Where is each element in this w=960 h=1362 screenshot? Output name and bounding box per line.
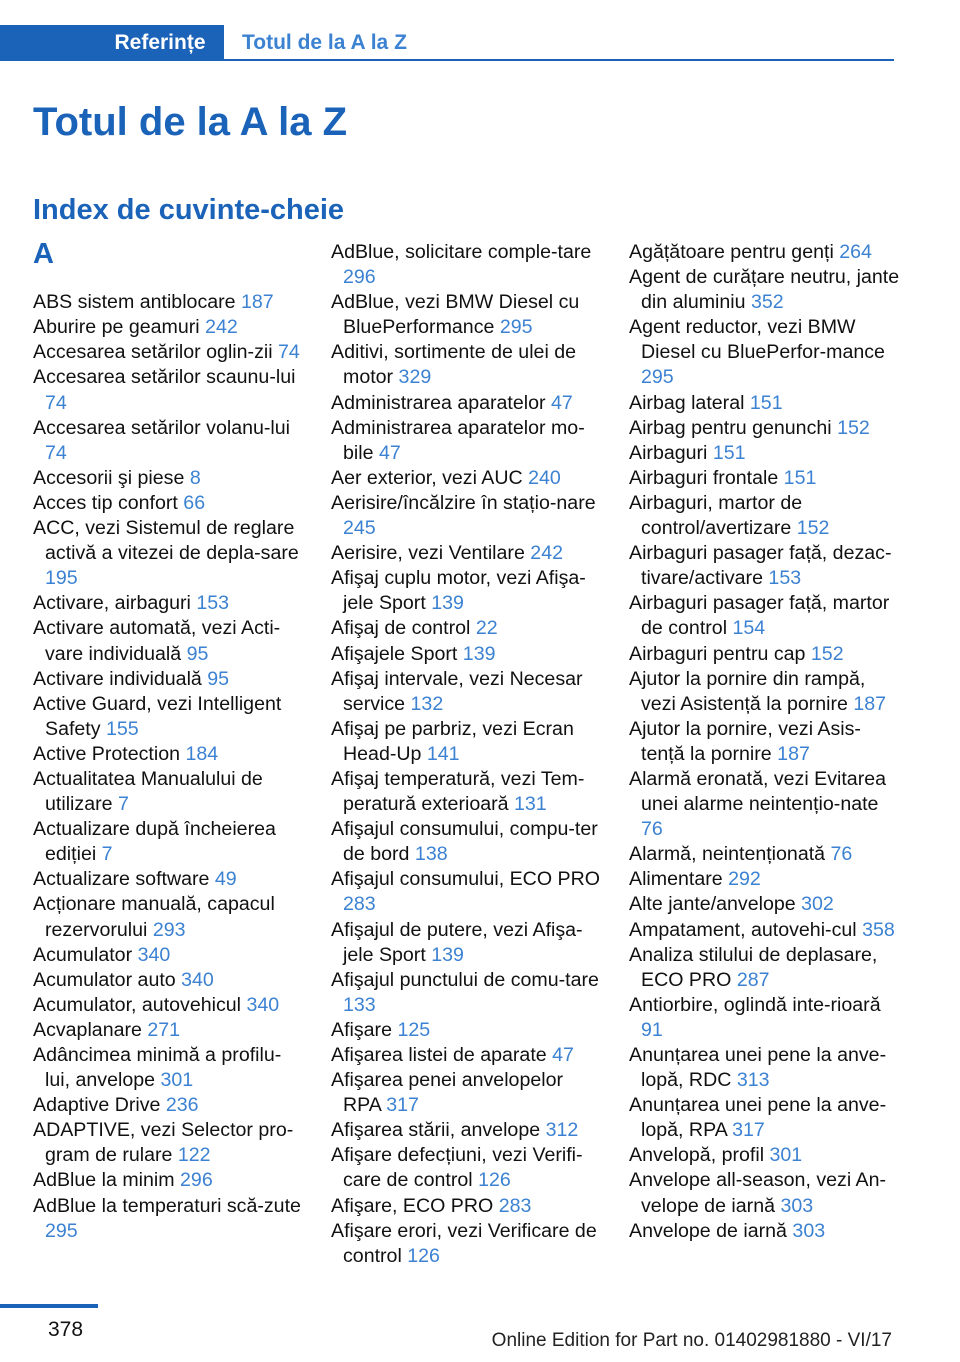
index-entry bbox=[629, 1093, 901, 1143]
index-page-link[interactable]: 7 bbox=[101, 843, 113, 866]
index-page-link[interactable]: 317 bbox=[386, 1094, 419, 1117]
index-entry-term: Afişarea listei de aparate bbox=[331, 1044, 547, 1066]
index-page-link[interactable]: 151 bbox=[749, 391, 783, 414]
index-entry-term: Anunțarea unei pene la anve-lopă, RDC bbox=[629, 1044, 887, 1092]
header-chapter-tab[interactable]: Totul de la A la Z bbox=[242, 31, 407, 54]
index-page-link[interactable]: 122 bbox=[177, 1144, 211, 1167]
index-entry bbox=[331, 566, 603, 616]
index-entry-term: Actualizare după încheierea ediției bbox=[33, 818, 276, 866]
index-entry bbox=[33, 315, 305, 340]
index-entry bbox=[33, 667, 305, 692]
index-page-link[interactable]: 95 bbox=[207, 667, 230, 690]
index-page-link[interactable]: 125 bbox=[397, 1018, 431, 1041]
index-entry-term: Aer exterior, vezi AUC bbox=[331, 466, 523, 489]
index-page-link[interactable]: 184 bbox=[185, 742, 219, 765]
index-page-link[interactable]: 340 bbox=[181, 968, 214, 991]
index-entry bbox=[33, 1093, 305, 1118]
index-entry bbox=[331, 642, 603, 667]
index-entry-term: Afişaj de control bbox=[331, 617, 471, 640]
index-page-link[interactable]: 301 bbox=[160, 1069, 194, 1092]
index-entry bbox=[33, 993, 305, 1018]
index-entry-term: Acumulator, autovehicul bbox=[33, 993, 242, 1016]
index-entry bbox=[33, 968, 305, 993]
index-entry bbox=[33, 767, 305, 817]
header-section-tab[interactable]: Referințe bbox=[96, 25, 224, 61]
index-entry bbox=[331, 1219, 603, 1269]
index-entry bbox=[331, 867, 603, 917]
index-entry bbox=[331, 717, 603, 767]
index-page-link[interactable]: 187 bbox=[241, 291, 274, 314]
page-subtitle: Index de cuvinte-cheie bbox=[33, 194, 345, 226]
index-entry-term: Actualitatea Manualului de utilizare bbox=[33, 767, 263, 816]
index-page-link[interactable]: 187 bbox=[777, 742, 810, 765]
index-page-link[interactable]: 317 bbox=[732, 1119, 765, 1142]
index-entry-term: Aburire pe geamuri bbox=[33, 316, 200, 339]
index-entry bbox=[629, 240, 901, 265]
index-page-link[interactable]: 312 bbox=[545, 1119, 579, 1142]
index-entry bbox=[629, 867, 901, 892]
index-entry bbox=[33, 365, 305, 415]
index-entry-term: Anvelopă, profil bbox=[629, 1144, 765, 1167]
index-entry-term: Anvelope de iarnă bbox=[629, 1219, 787, 1242]
index-entry-term: Airbaguri pasager față, dezac-tivare/activare bbox=[629, 542, 892, 590]
index-entry-term: Alarmă, neintenționată bbox=[629, 843, 826, 866]
index-entry bbox=[33, 616, 305, 666]
index-entry bbox=[629, 717, 901, 767]
index-entry-term: Afişajele Sport bbox=[331, 642, 458, 665]
index-page-link[interactable]: 303 bbox=[792, 1219, 826, 1242]
index-entry bbox=[629, 1168, 901, 1218]
index-entry bbox=[331, 541, 603, 566]
index-page-link[interactable]: 74 bbox=[45, 391, 67, 414]
index-page-link[interactable]: 141 bbox=[426, 742, 460, 765]
index-entry bbox=[629, 1143, 901, 1168]
index-entry bbox=[33, 1043, 305, 1093]
index-entry-term: Airbaguri pasager față, martor de control bbox=[629, 592, 890, 640]
index-entry bbox=[629, 1043, 901, 1093]
index-entry bbox=[33, 742, 305, 767]
index-entry bbox=[331, 1143, 603, 1193]
index-entry-term: ABS sistem antiblocare bbox=[33, 291, 236, 314]
index-page-link[interactable]: 283 bbox=[343, 893, 376, 916]
index-entry-term: Acumulator auto bbox=[33, 968, 176, 991]
index-entry-term: ADAPTIVE, vezi Selector pro-gram de rulare bbox=[33, 1119, 294, 1167]
index-entry-term: Administrarea aparatelor bbox=[331, 391, 546, 414]
index-page-link[interactable]: 242 bbox=[530, 542, 563, 565]
index-entry bbox=[629, 391, 901, 416]
index-column-1 bbox=[33, 240, 305, 1244]
index-entry-term: Afişare bbox=[331, 1018, 392, 1041]
index-entry-term: Airbaguri, martor de control/avertizare bbox=[629, 491, 803, 540]
index-page-link[interactable]: 47 bbox=[552, 1044, 574, 1066]
index-entry bbox=[629, 943, 901, 993]
index-page-link[interactable]: 329 bbox=[398, 366, 432, 389]
index-entry-term: Anvelope all-season, vezi An-velope de iarnă bbox=[629, 1169, 887, 1217]
index-page-link[interactable]: 66 bbox=[183, 491, 206, 514]
index-entry-term: Afişajul de putere, vezi Afişa-jele Sport bbox=[331, 918, 583, 966]
index-page-link[interactable]: 287 bbox=[736, 968, 770, 991]
index-entry-term: Afişaj pe parbriz, vezi Ecran Head-Up bbox=[331, 717, 574, 765]
index-entry-term: Afişaj temperatură, vezi Tem-peratură exterioară bbox=[331, 767, 585, 816]
index-entry bbox=[33, 892, 305, 942]
index-entry-term: AdBlue, vezi BMW Diesel cu BluePerformance bbox=[331, 291, 580, 339]
index-page-link[interactable]: 8 bbox=[189, 466, 201, 489]
index-entry-term: Acumulator bbox=[33, 943, 133, 966]
index-entry bbox=[331, 918, 603, 968]
index-page-link[interactable]: 151 bbox=[712, 441, 746, 464]
index-entry bbox=[331, 1194, 603, 1219]
index-entry bbox=[331, 968, 603, 1018]
index-entry-term: Agent reductor, vezi BMW Diesel cu BluePerfor-mance bbox=[629, 316, 885, 364]
index-entry-term: Afişajul punctului de comu-tare bbox=[331, 968, 599, 991]
index-entry bbox=[629, 667, 901, 717]
index-page-link[interactable]: 153 bbox=[196, 592, 230, 615]
index-entry-term: Antiorbire, oglindă inte-rioară bbox=[629, 993, 881, 1016]
index-entry bbox=[629, 416, 901, 441]
index-entry bbox=[331, 340, 603, 390]
index-entry bbox=[33, 466, 305, 491]
index-page-link[interactable]: 152 bbox=[796, 517, 830, 540]
index-page-link[interactable]: 295 bbox=[45, 1219, 78, 1242]
index-entry-term: Acces tip confort bbox=[33, 491, 178, 514]
index-page-link[interactable]: 295 bbox=[641, 366, 674, 389]
index-entry-term: Airbaguri bbox=[629, 441, 708, 464]
index-page-link[interactable]: 352 bbox=[751, 291, 784, 314]
index-page-link[interactable]: 295 bbox=[499, 316, 533, 339]
index-entry-term: Afişarea stării, anvelope bbox=[331, 1119, 541, 1142]
index-page-link[interactable]: 126 bbox=[407, 1244, 440, 1267]
index-page-link[interactable]: 139 bbox=[431, 943, 464, 966]
index-page-link[interactable]: 91 bbox=[641, 1018, 663, 1041]
index-entry-term: Alte jante/anvelope bbox=[629, 893, 796, 916]
index-entry-term: Adaptive Drive bbox=[33, 1094, 161, 1117]
index-entry bbox=[629, 441, 901, 466]
index-page-link[interactable]: 155 bbox=[106, 717, 139, 740]
index-entry bbox=[331, 290, 603, 340]
index-entry-term: Airbaguri frontale bbox=[629, 466, 779, 489]
index-page-link[interactable]: 187 bbox=[853, 692, 887, 715]
index-entry-term: Ajutor la pornire, vezi Asis-tență la pornire bbox=[629, 717, 861, 765]
index-entry bbox=[33, 1118, 305, 1168]
index-entry-term: Alimentare bbox=[629, 868, 723, 891]
index-page-link[interactable]: 296 bbox=[343, 266, 376, 289]
section-letter: A bbox=[33, 238, 54, 270]
index-page-link[interactable]: 242 bbox=[205, 316, 238, 339]
index-page-link[interactable]: 245 bbox=[343, 517, 376, 540]
index-entry bbox=[331, 667, 603, 717]
index-entry bbox=[33, 867, 305, 892]
index-entry bbox=[33, 416, 305, 466]
page-number: 378 bbox=[48, 1318, 84, 1341]
index-entry bbox=[331, 1068, 603, 1118]
index-page-link[interactable]: 301 bbox=[769, 1144, 803, 1167]
index-page-link[interactable]: 76 bbox=[830, 843, 853, 866]
index-entry-term: Activare individuală bbox=[33, 667, 202, 690]
index-entry-term: Aerisire/încălzire în stațio-nare bbox=[331, 491, 596, 514]
index-page-link[interactable]: 95 bbox=[186, 642, 209, 665]
header-accent-bar bbox=[0, 25, 96, 61]
index-entry-term: ACC, vezi Sistemul de reglare activă a vitezei de depla-sare bbox=[33, 517, 299, 565]
index-page-link[interactable]: 340 bbox=[246, 993, 280, 1016]
index-entry-term: Alarmă eronată, vezi Evitarea unei alarme neintențio-nate bbox=[629, 767, 887, 816]
index-page-link[interactable]: 271 bbox=[147, 1018, 181, 1041]
index-entry bbox=[33, 516, 305, 591]
index-entry bbox=[33, 943, 305, 968]
index-entry-term: Active Guard, vezi Intelligent Safety bbox=[33, 692, 282, 740]
index-page-link[interactable]: 264 bbox=[839, 241, 872, 263]
index-page-link[interactable]: 296 bbox=[180, 1169, 213, 1192]
index-entry bbox=[33, 340, 305, 365]
index-entry-term: Activare automată, vezi Acti-vare individuală bbox=[33, 617, 281, 665]
index-entry-term: Administrarea aparatelor mo-bile bbox=[331, 416, 585, 464]
index-page-link[interactable]: 139 bbox=[462, 642, 496, 665]
index-entry bbox=[33, 290, 305, 315]
index-entry-term: Airbaguri pentru cap bbox=[629, 642, 806, 665]
index-page-link[interactable]: 74 bbox=[45, 441, 67, 464]
index-entry bbox=[33, 591, 305, 616]
index-page-link[interactable]: 133 bbox=[343, 993, 376, 1016]
index-entry-term: Acționare manuală, capacul rezervorului bbox=[33, 893, 275, 941]
index-entry bbox=[629, 842, 901, 867]
index-page-link[interactable]: 240 bbox=[528, 466, 561, 489]
index-entry bbox=[331, 416, 603, 466]
index-page-link[interactable]: 236 bbox=[165, 1094, 199, 1117]
index-entry bbox=[331, 767, 603, 817]
index-entry bbox=[33, 1018, 305, 1043]
index-entry-term: Ampatament, autovehi-cul bbox=[629, 918, 857, 941]
index-page-link[interactable]: 152 bbox=[810, 642, 844, 665]
index-page-link[interactable]: 358 bbox=[862, 918, 895, 941]
index-page-link[interactable]: 131 bbox=[514, 793, 547, 816]
index-entry bbox=[629, 918, 901, 943]
index-page-link[interactable]: 7 bbox=[117, 793, 129, 816]
index-entry bbox=[33, 491, 305, 516]
index-entry-term: Aditivi, sortimente de ulei de motor bbox=[331, 341, 577, 389]
index-entry bbox=[331, 391, 603, 416]
index-entry-term: Adâncimea minimă a profilu-lui, anvelope bbox=[33, 1044, 282, 1092]
index-entry bbox=[331, 466, 603, 491]
index-entry bbox=[33, 1194, 305, 1244]
index-page-link[interactable]: 302 bbox=[801, 893, 834, 916]
index-entry-term: Actualizare software bbox=[33, 868, 210, 891]
index-entry-term: Airbag pentru genunchi bbox=[629, 416, 832, 439]
edition-note: Online Edition for Part no. 01402981880 - VI/17 bbox=[491, 1330, 892, 1351]
index-page-link[interactable]: 138 bbox=[414, 843, 448, 866]
index-entry bbox=[629, 767, 901, 842]
index-entry bbox=[629, 315, 901, 390]
index-entry bbox=[629, 541, 901, 591]
page-header bbox=[0, 0, 960, 64]
header-rule bbox=[224, 59, 894, 61]
index-entry bbox=[33, 692, 305, 742]
index-page-link[interactable]: 293 bbox=[152, 918, 186, 941]
index-entry-term: Active Protection bbox=[33, 742, 181, 765]
index-page-link[interactable]: 313 bbox=[736, 1069, 770, 1092]
index-page-link[interactable]: 139 bbox=[431, 592, 464, 615]
index-page-link[interactable]: 74 bbox=[278, 341, 300, 364]
index-page-link[interactable]: 195 bbox=[45, 567, 78, 590]
index-entry-term: AdBlue la temperaturi scă-zute bbox=[33, 1194, 301, 1217]
index-entry bbox=[331, 1118, 603, 1143]
index-entry-term: Agățătoare pentru genți bbox=[629, 241, 834, 263]
index-entry-term: Afişare erori, vezi Verificare de control bbox=[331, 1219, 597, 1267]
index-entry-term: Acvaplanare bbox=[33, 1018, 142, 1041]
index-entry-term: Afişare, ECO PRO bbox=[331, 1194, 494, 1217]
index-page-link[interactable]: 132 bbox=[410, 692, 444, 715]
index-entry-term: Afişaj cuplu motor, vezi Afişa-jele Sport bbox=[331, 567, 586, 615]
index-column-2 bbox=[331, 240, 603, 1269]
index-entry-term: Accesarea setărilor oglin-zii bbox=[33, 341, 273, 364]
index-page-link[interactable]: 154 bbox=[732, 617, 766, 640]
index-entry-term: AdBlue la minim bbox=[33, 1169, 175, 1192]
index-entry bbox=[331, 240, 603, 290]
index-entry bbox=[629, 591, 901, 641]
index-entry-term: Afişajul consumului, compu-ter de bord bbox=[331, 818, 598, 866]
index-entry-term: Aerisire, vezi Ventilare bbox=[331, 542, 525, 565]
index-entry bbox=[629, 642, 901, 667]
index-entry bbox=[33, 817, 305, 867]
footer-rule bbox=[0, 1304, 98, 1308]
index-entry bbox=[331, 1043, 603, 1068]
index-entry bbox=[33, 1168, 305, 1193]
index-page-link[interactable]: 22 bbox=[475, 617, 498, 640]
index-entry bbox=[629, 892, 901, 917]
index-entry bbox=[629, 491, 901, 541]
index-page-link[interactable]: 340 bbox=[137, 943, 171, 966]
index-entry bbox=[331, 491, 603, 541]
index-entry bbox=[331, 817, 603, 867]
index-entry-term: Activare, airbaguri bbox=[33, 592, 191, 615]
index-entry bbox=[629, 265, 901, 315]
index-column-3 bbox=[629, 240, 901, 1244]
index-entry bbox=[629, 466, 901, 491]
index-entry-term: Airbag lateral bbox=[629, 391, 745, 414]
index-page-link[interactable]: 283 bbox=[498, 1194, 532, 1217]
index-entry bbox=[331, 1018, 603, 1043]
index-entry-term: Afişaj intervale, vezi Necesar service bbox=[331, 667, 583, 715]
index-entry-term: Anunțarea unei pene la anve-lopă, RPA bbox=[629, 1094, 887, 1142]
index-entry bbox=[629, 993, 901, 1043]
index-entry bbox=[331, 616, 603, 641]
page-title: Totul de la A la Z bbox=[33, 100, 348, 144]
index-entry-term: Accesorii şi piese bbox=[33, 466, 185, 489]
index-entry-term: Afişarea penei anvelopelor RPA bbox=[331, 1069, 564, 1117]
index-entry-term: Afişare defecțiuni, vezi Verifi-care de control bbox=[331, 1144, 583, 1192]
index-entry-term: Afişajul consumului, ECO PRO bbox=[331, 868, 600, 891]
index-page-link[interactable]: 47 bbox=[551, 391, 573, 414]
index-page-link[interactable]: 47 bbox=[378, 441, 401, 464]
index-page-link[interactable]: 303 bbox=[780, 1194, 814, 1217]
index-page-link[interactable]: 76 bbox=[641, 818, 663, 841]
index-page-link[interactable]: 151 bbox=[783, 466, 817, 489]
index-entry-term: AdBlue, solicitare comple-tare bbox=[331, 241, 592, 263]
index-entry-term: Ajutor la pornire din rampă, vezi Asistență la pornire bbox=[629, 667, 866, 715]
index-entry-term: Accesarea setărilor scaunu-lui bbox=[33, 366, 296, 389]
index-page-link[interactable]: 153 bbox=[768, 567, 802, 590]
index-page-link[interactable]: 152 bbox=[837, 416, 870, 439]
index-entry-term: Accesarea setărilor volanu-lui bbox=[33, 416, 291, 439]
index-page-link[interactable]: 126 bbox=[478, 1169, 511, 1192]
index-page-link[interactable]: 49 bbox=[214, 868, 237, 891]
index-entry-term: Analiza stilului de deplasare, ECO PRO bbox=[629, 943, 878, 991]
index-entry-term: Agent de curățare neutru, jante din aluminiu bbox=[629, 266, 900, 314]
index-page-link[interactable]: 292 bbox=[728, 868, 761, 891]
index-entry bbox=[629, 1219, 901, 1244]
